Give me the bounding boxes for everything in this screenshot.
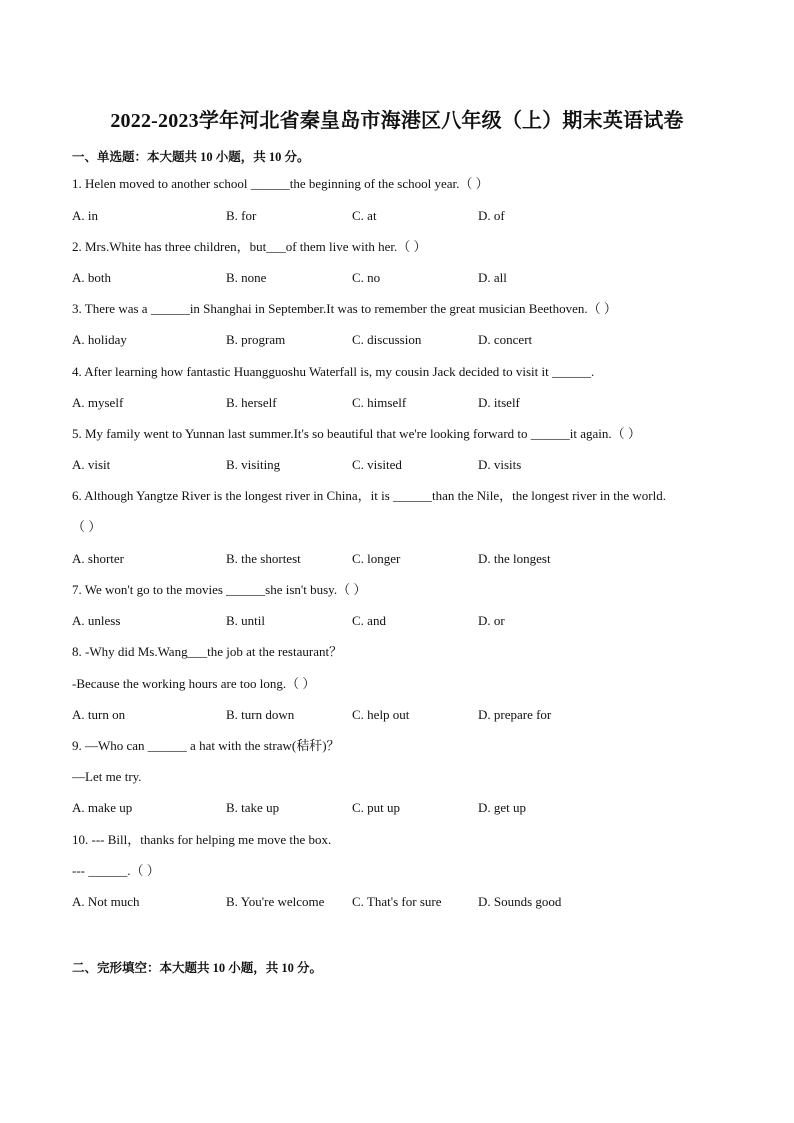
question-9-option-a: A. make up <box>72 800 133 815</box>
question-7-option-c: C. and <box>352 613 386 628</box>
question-3-option-a: A. holiday <box>72 332 127 347</box>
question-5-option-d: D. visits <box>478 457 522 472</box>
question-10-option-c: C. That's for sure <box>352 894 442 909</box>
question-7-option-b: B. until <box>226 613 266 628</box>
question-10-stem: 10. --- Bill，thanks for helping me move the box. <box>72 832 332 847</box>
question-4-option-a: A. myself <box>72 395 124 410</box>
question-5-option-a: A. visit <box>72 457 111 472</box>
question-4-option-b: B. herself <box>226 395 277 410</box>
question-7-stem: 7. We won't go to the movies ______she isn't busy.（ ） <box>72 582 367 597</box>
question-9-option-d: D. get up <box>478 800 527 815</box>
question-8-option-b: B. turn down <box>226 707 295 722</box>
question-3-option-d: D. concert <box>478 332 533 347</box>
question-9-option-b: B. take up <box>226 800 280 815</box>
question-1-stem: 1. Helen moved to another school ______the beginning of the school year.（ ） <box>72 176 489 191</box>
question-4-option-d: D. itself <box>478 395 520 410</box>
page-title: 2022-2023学年河北省秦皇岛市海港区八年级（上）期末英语试卷 <box>110 110 684 132</box>
question-4-option-c: C. himself <box>352 395 407 410</box>
question-6-stem: 6. Although Yangtze River is the longest river in China，it is ______than the Nile，the longest river in the world. <box>72 488 666 503</box>
question-2-option-b: B. none <box>226 270 267 285</box>
question-8-option-a: A. turn on <box>72 707 126 722</box>
question-3-option-c: C. discussion <box>352 332 422 347</box>
question-6-option-d: D. the longest <box>478 551 551 566</box>
question-2-option-c: C. no <box>352 270 381 285</box>
question-10-option-b: B. You're welcome <box>226 894 325 909</box>
question-10-option-a: A. Not much <box>72 894 140 909</box>
question-2-stem: 2. Mrs.White has three children，but___of them live with her.（ ） <box>72 239 427 254</box>
question-3-stem: 3. There was a ______in Shanghai in September.It was to remember the great musician Beethoven.（ ） <box>72 301 617 316</box>
question-6-option-b: B. the shortest <box>226 551 301 566</box>
question-9-stem: 9. —Who can ______ a hat with the straw(秸秆)？ <box>72 738 340 753</box>
question-8-option-d: D. prepare for <box>478 707 552 722</box>
question-4-stem: 4. After learning how fantastic Huangguoshu Waterfall is, my cousin Jack decided to visit it ______. <box>72 364 595 379</box>
question-3-option-b: B. program <box>226 332 286 347</box>
question-7-option-a: A. unless <box>72 613 121 628</box>
question-8-option-c: C. help out <box>352 707 410 722</box>
question-9-stem-reply: —Let me try. <box>72 769 142 784</box>
question-5-stem: 5. My family went to Yunnan last summer.It's so beautiful that we're looking forward to ______it again.（ ） <box>72 426 641 441</box>
question-2-option-d: D. all <box>478 270 507 285</box>
question-5-option-c: C. visited <box>352 457 402 472</box>
question-9-option-c: C. put up <box>352 800 401 815</box>
question-1-option-d: D. of <box>478 208 505 223</box>
question-1-option-c: C. at <box>352 208 377 223</box>
section-heading-cloze: 二、完形填空：本大题共 10 小题，共 10 分。 <box>72 961 323 975</box>
question-8-stem: 8. -Why did Ms.Wang___the job at the restaurant？ <box>72 644 343 659</box>
question-6-answer-bracket: （ ） <box>72 519 102 534</box>
question-2-option-a: A. both <box>72 270 111 285</box>
question-6-option-a: A. shorter <box>72 551 124 566</box>
question-5-option-b: B. visiting <box>226 457 281 472</box>
question-1-option-b: B. for <box>226 208 257 223</box>
question-8-stem-reply: -Because the working hours are too long.（ ） <box>72 676 316 691</box>
section-heading-single-choice: 一、单选题：本大题共 10 小题，共 10 分。 <box>72 150 310 164</box>
question-1-option-a: A. in <box>72 208 98 223</box>
question-6-option-c: C. longer <box>352 551 401 566</box>
question-10-stem-reply: --- ______.（ ） <box>72 863 160 878</box>
question-10-option-d: D. Sounds good <box>478 894 562 909</box>
question-7-option-d: D. or <box>478 613 505 628</box>
